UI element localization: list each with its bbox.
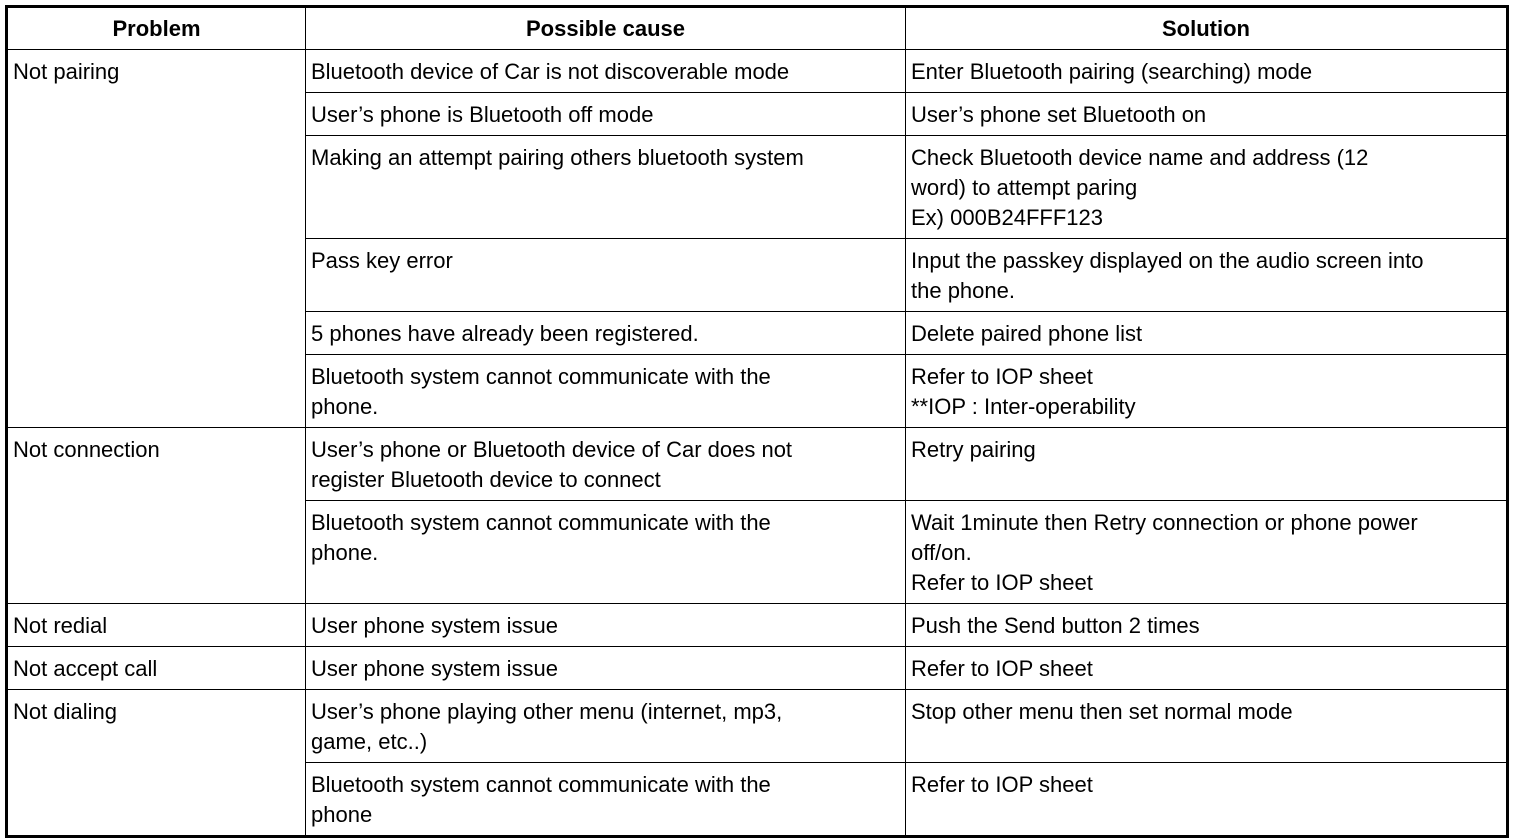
solution-cell: Check Bluetooth device name and address (12 word) to attempt paring Ex) 000B24FFF123 bbox=[906, 136, 1508, 239]
solution-cell: Push the Send button 2 times bbox=[906, 604, 1508, 647]
table-row bbox=[7, 647, 1508, 690]
solution-cell: Refer to IOP sheet bbox=[906, 647, 1508, 690]
solution-cell: Retry pairing bbox=[906, 428, 1508, 501]
cause-cell: User phone system issue bbox=[306, 604, 906, 647]
header-solution: Solution bbox=[906, 7, 1508, 50]
table-row bbox=[7, 604, 1508, 647]
solution-cell: Enter Bluetooth pairing (searching) mode bbox=[906, 50, 1508, 93]
cause-cell: User phone system issue bbox=[306, 647, 906, 690]
header-possible-cause: Possible cause bbox=[306, 7, 906, 50]
table-row bbox=[7, 50, 1508, 93]
solution-cell: Delete paired phone list bbox=[906, 312, 1508, 355]
cause-cell: Making an attempt pairing others bluetooth system bbox=[306, 136, 906, 239]
cause-cell: Bluetooth system cannot communicate with the phone. bbox=[306, 501, 906, 604]
problem-cell: Not connection bbox=[7, 428, 306, 604]
cause-cell: Bluetooth system cannot communicate with the phone bbox=[306, 763, 906, 837]
problem-cell: Not dialing bbox=[7, 690, 306, 837]
header-row bbox=[7, 7, 1508, 50]
solution-cell: Stop other menu then set normal mode bbox=[906, 690, 1508, 763]
problem-cell: Not redial bbox=[7, 604, 306, 647]
cause-cell: User’s phone is Bluetooth off mode bbox=[306, 93, 906, 136]
problem-cell: Not pairing bbox=[7, 50, 306, 428]
solution-cell: User’s phone set Bluetooth on bbox=[906, 93, 1508, 136]
cause-cell: User’s phone playing other menu (internet, mp3, game, etc..) bbox=[306, 690, 906, 763]
table-row bbox=[7, 428, 1508, 501]
cause-cell: Bluetooth system cannot communicate with the phone. bbox=[306, 355, 906, 428]
cause-cell: Bluetooth device of Car is not discoverable mode bbox=[306, 50, 906, 93]
table-row bbox=[7, 690, 1508, 763]
troubleshooting-table bbox=[5, 5, 1509, 838]
solution-cell: Refer to IOP sheet bbox=[906, 763, 1508, 837]
cause-cell: 5 phones have already been registered. bbox=[306, 312, 906, 355]
solution-cell: Refer to IOP sheet **IOP : Inter-operability bbox=[906, 355, 1508, 428]
troubleshooting-table-container bbox=[5, 5, 1506, 838]
problem-cell: Not accept call bbox=[7, 647, 306, 690]
solution-cell: Wait 1minute then Retry connection or phone power off/on. Refer to IOP sheet bbox=[906, 501, 1508, 604]
cause-cell: Pass key error bbox=[306, 239, 906, 312]
header-problem: Problem bbox=[7, 7, 306, 50]
solution-cell: Input the passkey displayed on the audio screen into the phone. bbox=[906, 239, 1508, 312]
cause-cell: User’s phone or Bluetooth device of Car does not register Bluetooth device to connect bbox=[306, 428, 906, 501]
